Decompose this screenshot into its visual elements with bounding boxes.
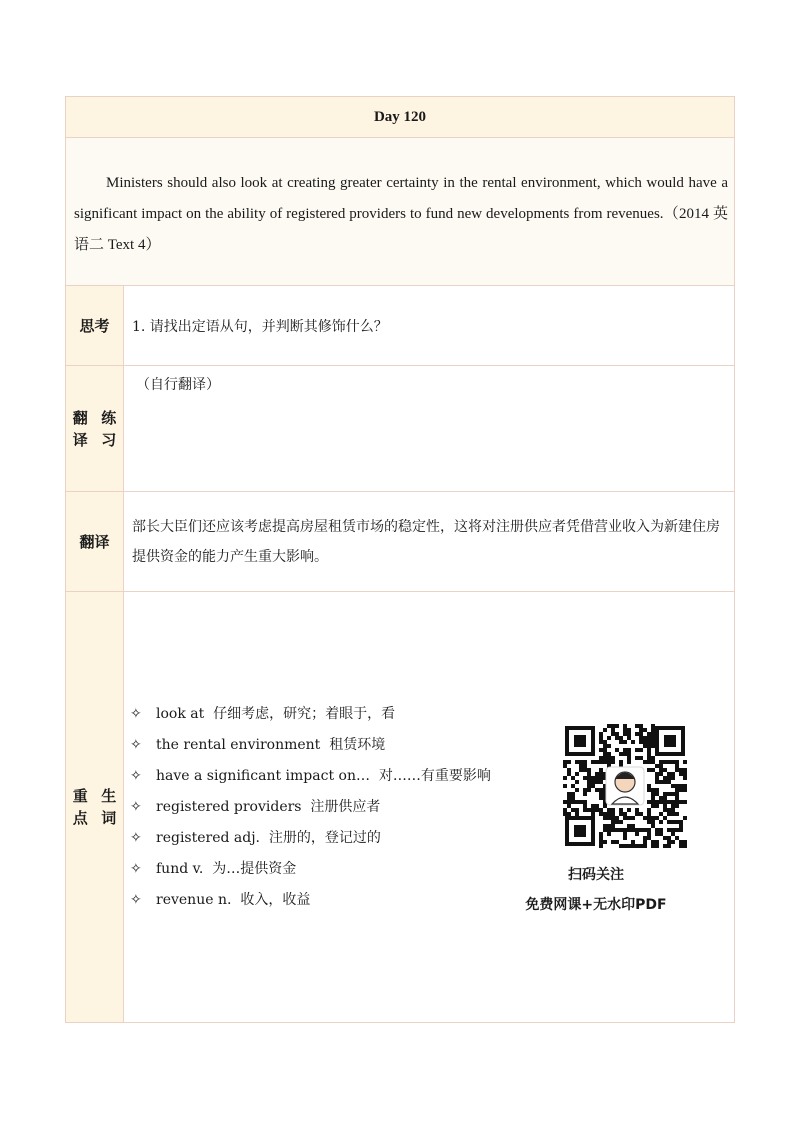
vocab-term: look at [156, 706, 205, 722]
vocab-item [130, 796, 491, 827]
vocab-item [130, 858, 491, 889]
vocab-item [130, 889, 491, 920]
practice-label-line2: 练习 [101, 408, 117, 449]
passage-section [66, 137, 734, 285]
qr-promo [501, 724, 691, 920]
qr-caption-offer: 免费网课+无水印PDF [525, 897, 667, 913]
bullet-icon: ✧ [130, 830, 142, 846]
bullet-icon: ✧ [130, 861, 142, 877]
think-question: 1. 请找出定语从句，并判断其修饰什么？ [132, 318, 388, 335]
bullet-icon: ✧ [130, 892, 142, 908]
bullet-icon: ✧ [130, 706, 142, 722]
practice-hint: （自行翻译） [136, 377, 220, 393]
translation-text: 部长大臣们还应该考虑提高房屋租赁市场的稳定性，这将对注册供应者凭借营业收入为新建住房提供资金的能力产生重大影响。 [132, 519, 720, 565]
practice-row [66, 365, 734, 491]
vocab-list [130, 703, 491, 920]
vocab-term: registered adj. [156, 830, 261, 846]
think-label: 思考 [66, 286, 124, 365]
vocab-label-line1: 重点 [72, 787, 88, 827]
qr-caption-follow: 扫码关注 [568, 867, 624, 883]
think-body [124, 286, 734, 365]
vocab-meaning: 为…提供资金 [212, 861, 297, 877]
vocab-label [66, 592, 124, 1022]
passage-text: Ministers should also look at creating greater certainty in the rental environment, which would have a significant impact on the ability of registered providers to fund new developments from revenues.（2014 英语二 Text 4） [74, 175, 728, 253]
vocab-term: the rental environment [156, 737, 321, 753]
vocab-term: have a significant impact on… [156, 768, 370, 784]
vocab-meaning: 收入，收益 [240, 892, 311, 908]
bullet-icon: ✧ [130, 737, 142, 753]
vocab-meaning: 对……有重要影响 [378, 768, 491, 784]
qr-code-icon[interactable] [563, 724, 687, 848]
vocab-meaning: 注册供应者 [310, 799, 381, 815]
think-row [66, 285, 734, 365]
vocab-item [130, 734, 491, 765]
vocab-term: registered providers [156, 799, 302, 815]
bullet-icon: ✧ [130, 799, 142, 815]
practice-body [124, 366, 734, 491]
vocab-term: revenue n. [156, 892, 232, 908]
practice-label-line1: 翻译 [72, 408, 88, 449]
day-title: Day 120 [373, 108, 427, 125]
translation-body [124, 492, 734, 591]
practice-label [66, 366, 124, 491]
vocab-label-line2: 生词 [101, 787, 117, 827]
vocab-meaning: 注册的，登记过的 [268, 830, 381, 846]
vocab-item [130, 765, 491, 796]
avatar [606, 767, 644, 805]
vocab-item [130, 703, 491, 734]
day-header [66, 97, 734, 137]
translation-row [66, 491, 734, 591]
vocab-meaning: 租赁环境 [329, 737, 386, 753]
translation-label: 翻译 [66, 492, 124, 591]
vocab-term: fund v. [156, 861, 204, 877]
vocab-item [130, 827, 491, 858]
bullet-icon: ✧ [130, 768, 142, 784]
vocab-meaning: 仔细考虑，研究；着眼于，看 [213, 706, 396, 722]
